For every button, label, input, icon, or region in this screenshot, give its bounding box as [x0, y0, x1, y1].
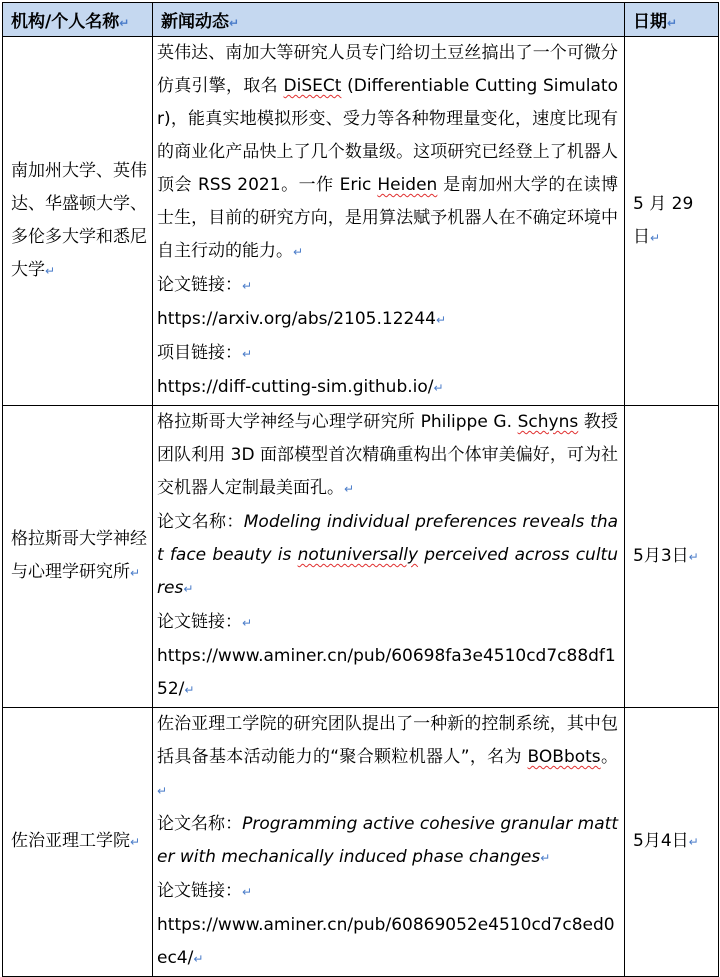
paper-link-label: 论文链接：↵: [157, 881, 253, 901]
news-table: [2, 2, 719, 977]
header-org: 机构/个人名称↵: [3, 3, 153, 37]
project-link[interactable]: https://diff-cutting-sim.github.io/↵: [157, 377, 444, 397]
paper-name: 论文名称：Programming active cohesive granular matter with mechanically induced phase changes↵: [157, 814, 618, 867]
paper-link[interactable]: https://arxiv.org/abs/2105.12244↵: [157, 309, 447, 329]
news-text: 英伟达、南加大等研究人员专门给切土豆丝搞出了一个可微分仿真引擎，取名 DiSECt (Differentiable Cutting Simulator)，能真实地模拟形变、受力等各种物理量变化，速度比现有的商业化产品快上了几个数量级。这项研究已经登上了机器人顶会 RSS 2021。一作 Eric Heiden 是南加州大学的在读博士生，目前的研究方向，是用算法赋予机器人在不确定环境中自主行动的能力。↵: [157, 43, 619, 261]
header-news: 新闻动态↵: [153, 3, 625, 37]
paper-name: 论文名称：Modeling individual preferences reveals that face beauty is notuniversally perceived across cultures↵: [157, 512, 619, 598]
table-row: [3, 37, 719, 406]
org-cell: 南加州大学、英伟达、华盛顿大学、多伦多大学和悉尼大学↵: [3, 37, 153, 406]
table-row: [3, 406, 719, 708]
table-row: [3, 708, 719, 977]
paper-link-label: 论文链接：↵: [157, 612, 253, 632]
paper-link[interactable]: https://www.aminer.cn/pub/60698fa3e4510cd7c88df152/↵: [157, 646, 616, 699]
news-cell: [153, 708, 625, 977]
org-cell: 佐治亚理工学院↵: [3, 708, 153, 977]
paper-link-label: 论文链接：↵: [157, 275, 253, 295]
org-cell: 格拉斯哥大学神经与心理学研究所↵: [3, 406, 153, 708]
header-date: 日期↵: [625, 3, 719, 37]
news-text: 格拉斯哥大学神经与心理学研究所 Philippe G. Schyns 教授团队利用 3D 面部模型首次精确重构出个体审美偏好，可为社交机器人定制最美面孔。↵: [157, 412, 619, 498]
date-cell: 5月4日↵: [625, 708, 719, 977]
project-link-label: 项目链接：↵: [157, 343, 253, 363]
date-cell: 5 月 29 日↵: [625, 37, 719, 406]
paper-link[interactable]: https://www.aminer.cn/pub/60869052e4510cd7c8ed0ec4/↵: [157, 915, 615, 968]
news-text: 佐治亚理工学院的研究团队提出了一种新的控制系统，其中包括具备基本活动能力的“聚合颗粒机器人”，名为 BOBbots。↵: [157, 714, 618, 798]
date-cell: 5月3日↵: [625, 406, 719, 708]
news-cell: [153, 37, 625, 406]
news-cell: [153, 406, 625, 708]
table-header-row: [3, 3, 719, 37]
